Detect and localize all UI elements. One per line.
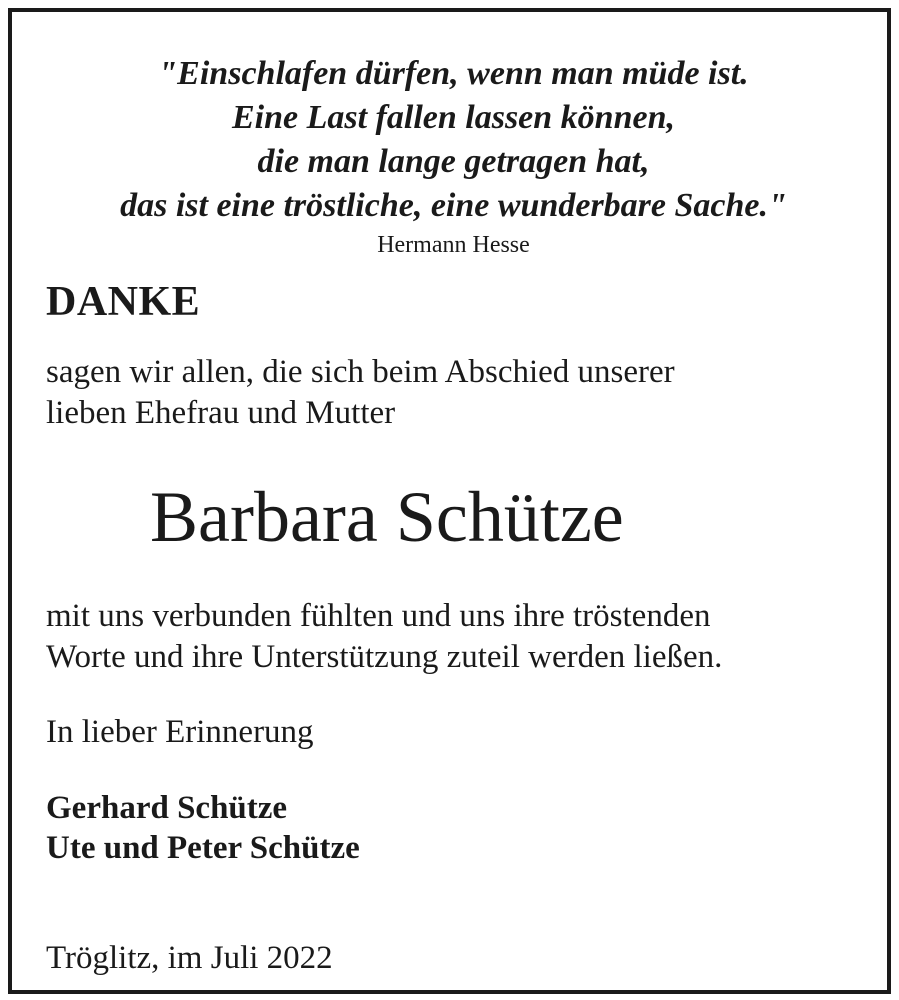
heading-danke: DANKE [46, 279, 201, 325]
signer-name: Gerhard Schütze [46, 790, 288, 826]
quote-line: "Einschlafen dürfen, wenn man müde ist. [158, 55, 749, 92]
quote-author: Hermann Hesse [377, 232, 530, 258]
quote-line: das ist eine tröstliche, eine wunderbare Sache." [120, 187, 787, 224]
hesse-quote [12, 52, 895, 228]
intro-line: lieben Ehefrau und Mutter [46, 395, 396, 431]
deceased-name: Barbara Schütze [150, 477, 624, 557]
body-text [46, 596, 722, 678]
intro-text [46, 352, 675, 434]
place-and-date: Tröglitz, im Juli 2022 [46, 940, 333, 976]
intro-line: sagen wir allen, die sich beim Abschied unserer [46, 354, 675, 390]
notice-frame [8, 8, 891, 994]
remembrance-text: In lieber Erinnerung [46, 714, 314, 750]
body-line: Worte und ihre Unterstützung zuteil werden ließen. [46, 639, 723, 675]
quote-line: Eine Last fallen lassen können, [231, 99, 675, 136]
signer-name: Ute und Peter Schütze [46, 830, 360, 866]
signers-list [46, 788, 360, 868]
body-line: mit uns verbunden fühlten und uns ihre tröstenden [46, 598, 711, 634]
quote-line: die man lange getragen hat, [257, 143, 650, 180]
